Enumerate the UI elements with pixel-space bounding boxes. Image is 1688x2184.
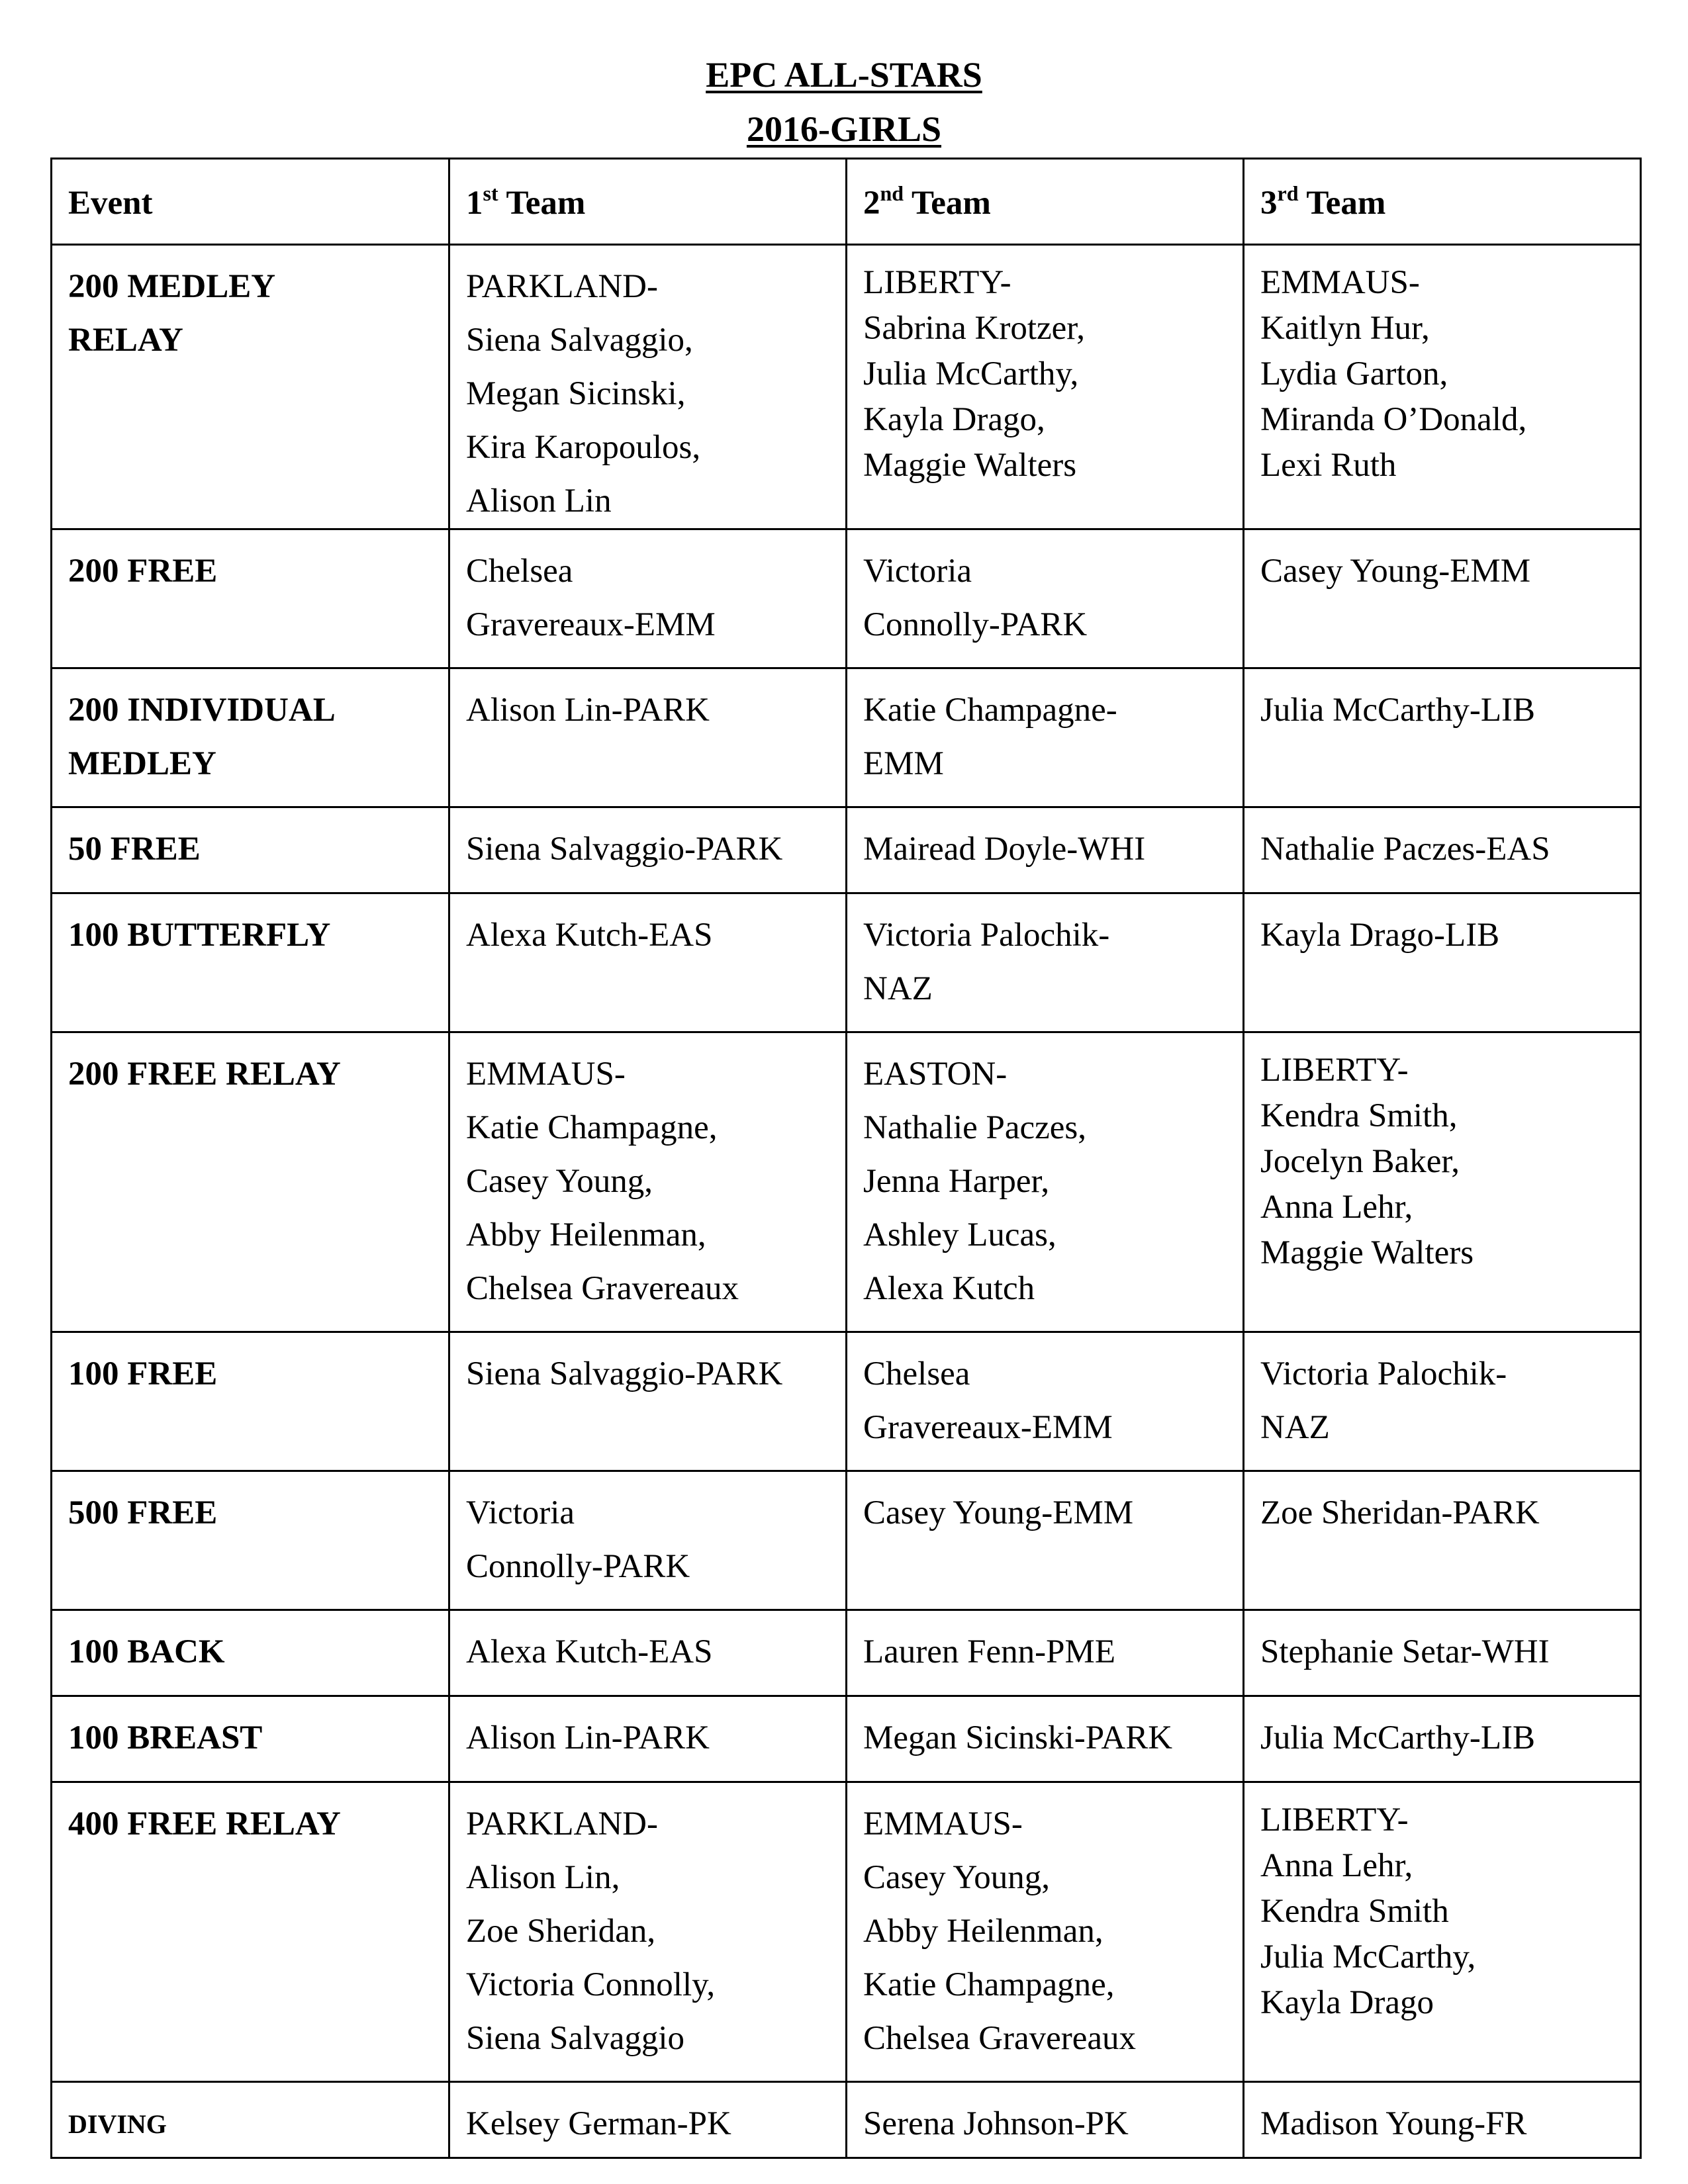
all-stars-table <box>50 158 1642 2159</box>
entry-line: Jocelyn Baker, <box>1260 1143 1460 1180</box>
event-cell <box>52 529 449 668</box>
entry-line: Siena Salvaggio-PARK <box>466 1355 783 1392</box>
third-team-cell <box>1244 1782 1641 2082</box>
event-cell <box>52 807 449 893</box>
event-name: 400 FREE RELAY <box>68 1805 341 1843</box>
entry-line: Ashley Lucas, <box>863 1216 1056 1253</box>
entry-line: Abby Heilenman, <box>466 1216 706 1253</box>
third-team-cell <box>1244 893 1641 1032</box>
entry-line: Casey Young, <box>863 1859 1050 1896</box>
entry-line: Kendra Smith <box>1260 1893 1449 1930</box>
entry-line: Kendra Smith, <box>1260 1097 1458 1134</box>
entry-line: NAZ <box>863 970 933 1007</box>
entry-line: Katie Champagne- <box>863 692 1117 729</box>
entry-line: Zoe Sheridan-PARK <box>1260 1494 1540 1531</box>
header-event: Event <box>52 159 449 245</box>
entry-line: Alison Lin-PARK <box>466 692 710 729</box>
entry-line: Casey Young-EMM <box>863 1494 1134 1531</box>
entry-line: Kayla Drago, <box>863 401 1045 438</box>
event-cell <box>52 1332 449 1471</box>
table-row <box>52 807 1641 893</box>
second-team-cell <box>847 529 1244 668</box>
entry-line: Kaitlyn Hur, <box>1260 310 1430 347</box>
entry-line: Victoria Palochik- <box>863 917 1110 954</box>
entry-line: Kira Karopoulos, <box>466 429 701 466</box>
event-cell <box>52 1610 449 1696</box>
entry-line: Kayla Drago-LIB <box>1260 917 1500 954</box>
first-team-cell <box>449 2082 847 2158</box>
entry-line: Kayla Drago <box>1260 1984 1434 2021</box>
event-name: RELAY <box>68 322 183 359</box>
entry-line: NAZ <box>1260 1409 1330 1446</box>
third-team-cell <box>1244 1332 1641 1471</box>
first-team-cell <box>449 1032 847 1332</box>
entry-line: Victoria <box>863 553 972 590</box>
entry-line: Alexa Kutch-EAS <box>466 917 713 954</box>
event-name: 200 MEDLEY <box>68 268 276 305</box>
event-cell <box>52 2082 449 2158</box>
entry-line: Alexa Kutch-EAS <box>466 1633 713 1670</box>
event-name: DIVING <box>68 2109 167 2139</box>
second-team-cell <box>847 1610 1244 1696</box>
entry-line: Stephanie Setar-WHI <box>1260 1633 1550 1670</box>
first-team-cell <box>449 668 847 807</box>
header-row <box>52 159 1641 245</box>
entry-line: Siena Salvaggio-PARK <box>466 831 783 868</box>
entry-line: Lydia Garton, <box>1260 355 1448 392</box>
event-name: 200 FREE <box>68 553 218 590</box>
table-row <box>52 1032 1641 1332</box>
event-cell <box>52 668 449 807</box>
third-team-cell <box>1244 1032 1641 1332</box>
third-team-cell <box>1244 1696 1641 1782</box>
first-team-cell <box>449 893 847 1032</box>
second-team-cell <box>847 1032 1244 1332</box>
page-subtitle: 2016-GIRLS <box>746 109 942 149</box>
table-row <box>52 668 1641 807</box>
second-team-cell <box>847 2082 1244 2158</box>
entry-line: Alison Lin-PARK <box>466 1719 710 1756</box>
entry-line: LIBERTY- <box>863 264 1011 301</box>
entry-line: Connolly-PARK <box>863 606 1088 643</box>
first-team-cell <box>449 1782 847 2082</box>
page-title: EPC ALL-STARS <box>706 55 982 95</box>
entry-line: Madison Young-FR <box>1260 2105 1527 2142</box>
entry-line: Casey Young, <box>466 1163 653 1200</box>
entry-line: Victoria Palochik- <box>1260 1355 1507 1392</box>
table-row <box>52 893 1641 1032</box>
entry-line: Julia McCarthy, <box>1260 1938 1476 1976</box>
entry-line: EMMAUS- <box>1260 264 1420 301</box>
event-cell <box>52 893 449 1032</box>
entry-line: Victoria <box>466 1494 575 1531</box>
entry-line: Zoe Sheridan, <box>466 1913 656 1950</box>
entry-line: Maggie Walters <box>863 447 1077 484</box>
entry-line: EMMAUS- <box>466 1056 626 1093</box>
event-cell <box>52 1782 449 2082</box>
event-name: 100 BREAST <box>68 1719 263 1756</box>
event-cell <box>52 1032 449 1332</box>
first-team-cell <box>449 1471 847 1610</box>
third-team-cell <box>1244 668 1641 807</box>
entry-line: Chelsea <box>863 1355 970 1392</box>
second-team-cell <box>847 1696 1244 1782</box>
third-team-cell <box>1244 529 1641 668</box>
third-team-cell <box>1244 807 1641 893</box>
entry-line: LIBERTY- <box>1260 1052 1409 1089</box>
entry-line: Chelsea <box>466 553 573 590</box>
second-team-cell <box>847 245 1244 529</box>
table-row <box>52 1471 1641 1610</box>
first-team-cell <box>449 245 847 529</box>
event-name: 100 BACK <box>68 1633 225 1670</box>
second-team-cell <box>847 1782 1244 2082</box>
entry-line: Chelsea Gravereaux <box>466 1270 739 1307</box>
entry-line: Abby Heilenman, <box>863 1913 1103 1950</box>
first-team-cell <box>449 1332 847 1471</box>
entry-line: Chelsea Gravereaux <box>863 2020 1137 2057</box>
entry-line: Gravereaux-EMM <box>466 606 716 643</box>
entry-line: Megan Sicinski-PARK <box>863 1719 1173 1756</box>
event-cell <box>52 245 449 529</box>
entry-line: Siena Salvaggio, <box>466 322 693 359</box>
event-name: 50 FREE <box>68 831 201 868</box>
event-name: 200 INDIVIDUAL <box>68 692 336 729</box>
second-team-cell <box>847 668 1244 807</box>
table-row <box>52 1782 1641 2082</box>
table-row <box>52 2082 1641 2158</box>
second-team-cell <box>847 893 1244 1032</box>
entry-line: Julia McCarthy-LIB <box>1260 692 1535 729</box>
entry-line: Mairead Doyle-WHI <box>863 831 1146 868</box>
entry-line: Megan Sicinski, <box>466 375 686 412</box>
entry-line: Victoria Connolly, <box>466 1966 716 2003</box>
entry-line: Alexa Kutch <box>863 1270 1035 1307</box>
table-row <box>52 1610 1641 1696</box>
first-team-cell <box>449 529 847 668</box>
entry-line: Siena Salvaggio <box>466 2020 685 2057</box>
event-cell <box>52 1696 449 1782</box>
first-team-cell <box>449 1610 847 1696</box>
entry-line: Nathalie Paczes-EAS <box>1260 831 1550 868</box>
table-row <box>52 1696 1641 1782</box>
entry-line: Julia McCarthy-LIB <box>1260 1719 1535 1756</box>
entry-line: EMMAUS- <box>863 1805 1023 1843</box>
event-name: 100 BUTTERFLY <box>68 917 331 954</box>
entry-line: Alison Lin <box>466 482 612 520</box>
first-team-cell <box>449 807 847 893</box>
entry-line: Maggie Walters <box>1260 1234 1474 1271</box>
third-team-cell <box>1244 1610 1641 1696</box>
entry-line: Serena Johnson-PK <box>863 2105 1129 2142</box>
entry-line: Nathalie Paczes, <box>863 1109 1087 1146</box>
entry-line: Katie Champagne, <box>863 1966 1115 2003</box>
third-team-cell <box>1244 2082 1641 2158</box>
entry-line: Kelsey German-PK <box>466 2105 731 2142</box>
table-row <box>52 1332 1641 1471</box>
table-row <box>52 529 1641 668</box>
event-name: MEDLEY <box>68 745 216 782</box>
third-team-cell <box>1244 245 1641 529</box>
entry-line: Casey Young-EMM <box>1260 553 1531 590</box>
third-team-cell <box>1244 1471 1641 1610</box>
entry-line: Connolly-PARK <box>466 1548 690 1585</box>
entry-line: Katie Champagne, <box>466 1109 718 1146</box>
entry-line: Alison Lin, <box>466 1859 620 1896</box>
entry-line: LIBERTY- <box>1260 1801 1409 1839</box>
entry-line: PARKLAND- <box>466 268 658 305</box>
first-team-cell <box>449 1696 847 1782</box>
entry-line: Anna Lehr, <box>1260 1189 1413 1226</box>
entry-line: Julia McCarthy, <box>863 355 1079 392</box>
entry-line: Anna Lehr, <box>1260 1847 1413 1884</box>
event-name: 500 FREE <box>68 1494 218 1531</box>
entry-line: Sabrina Krotzer, <box>863 310 1085 347</box>
entry-line: Jenna Harper, <box>863 1163 1050 1200</box>
event-name: 200 FREE RELAY <box>68 1056 341 1093</box>
entry-line: EASTON- <box>863 1056 1008 1093</box>
second-team-cell <box>847 1332 1244 1471</box>
entry-line: PARKLAND- <box>466 1805 658 1843</box>
entry-line: Miranda O’Donald, <box>1260 401 1527 438</box>
entry-line: Gravereaux-EMM <box>863 1409 1113 1446</box>
entry-line: EMM <box>863 745 944 782</box>
event-cell <box>52 1471 449 1610</box>
second-team-cell <box>847 807 1244 893</box>
second-team-cell <box>847 1471 1244 1610</box>
header-first-team: 1st Team <box>449 159 847 245</box>
table-row <box>52 245 1641 529</box>
entry-line: Lauren Fenn-PME <box>863 1633 1116 1670</box>
event-name: 100 FREE <box>68 1355 218 1392</box>
header-third-team: 3rd Team <box>1244 159 1641 245</box>
entry-line: Lexi Ruth <box>1260 447 1397 484</box>
header-second-team: 2nd Team <box>847 159 1244 245</box>
